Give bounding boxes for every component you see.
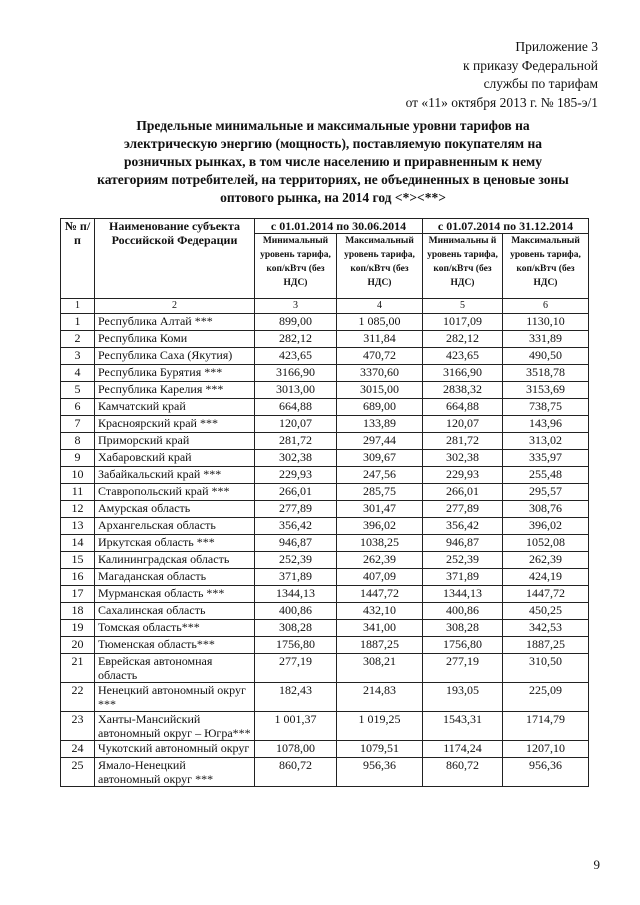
min-tariff-h2: 281,72 bbox=[423, 433, 503, 450]
appendix-reference bbox=[406, 38, 598, 112]
region-name: Хабаровский край bbox=[95, 450, 255, 467]
min-tariff-h1: 1078,00 bbox=[255, 741, 337, 758]
row-number: 7 bbox=[61, 416, 95, 433]
min-tariff-h1: 423,65 bbox=[255, 348, 337, 365]
max-tariff-h1: 214,83 bbox=[337, 683, 423, 712]
max-tariff-h2: 956,36 bbox=[503, 758, 589, 787]
column-index: 4 bbox=[337, 299, 423, 314]
max-tariff-h1: 432,10 bbox=[337, 603, 423, 620]
max-tariff-h1: 301,47 bbox=[337, 501, 423, 518]
period-1-header: с 01.01.2014 по 30.06.2014 bbox=[255, 219, 423, 234]
table-row bbox=[61, 569, 589, 586]
max-tariff-h1: 1079,51 bbox=[337, 741, 423, 758]
min-tariff-h2: 282,12 bbox=[423, 331, 503, 348]
min-tariff-h2: 400,86 bbox=[423, 603, 503, 620]
document-title bbox=[78, 117, 588, 207]
row-number: 19 bbox=[61, 620, 95, 637]
min-tariff-h2: 860,72 bbox=[423, 758, 503, 787]
table-row bbox=[61, 586, 589, 603]
max-tariff-h1: 689,00 bbox=[337, 399, 423, 416]
max-tariff-h2: 313,02 bbox=[503, 433, 589, 450]
max-tariff-h1: 407,09 bbox=[337, 569, 423, 586]
region-name: Республика Алтай *** bbox=[95, 314, 255, 331]
min-tariff-h1: 899,00 bbox=[255, 314, 337, 331]
max-tariff-h1: 247,56 bbox=[337, 467, 423, 484]
table-row bbox=[61, 683, 589, 712]
row-number: 4 bbox=[61, 365, 95, 382]
max-tariff-h2: 1447,72 bbox=[503, 586, 589, 603]
column-index: 1 bbox=[61, 299, 95, 314]
row-number: 8 bbox=[61, 433, 95, 450]
max-tariff-h2: 738,75 bbox=[503, 399, 589, 416]
max-tariff-h1: 297,44 bbox=[337, 433, 423, 450]
title-line: розничных рынках, в том числе населению и приравненным к нему bbox=[123, 154, 543, 169]
max-tariff-h1: 262,39 bbox=[337, 552, 423, 569]
region-name: Республика Саха (Якутия) bbox=[95, 348, 255, 365]
region-name: Приморский край bbox=[95, 433, 255, 450]
min-tariff-header-1: Минимальный уровень тарифа, коп/кВтч (без НДС) bbox=[255, 234, 337, 299]
col-number-header: № п/п bbox=[61, 219, 95, 299]
min-tariff-h1: 266,01 bbox=[255, 484, 337, 501]
table-row bbox=[61, 314, 589, 331]
max-tariff-h2: 1130,10 bbox=[503, 314, 589, 331]
table-row bbox=[61, 535, 589, 552]
table-row bbox=[61, 450, 589, 467]
min-tariff-h2: 252,39 bbox=[423, 552, 503, 569]
column-index: 5 bbox=[423, 299, 503, 314]
region-name: Сахалинская область bbox=[95, 603, 255, 620]
min-tariff-h1: 1 001,37 bbox=[255, 712, 337, 741]
max-tariff-h2: 255,48 bbox=[503, 467, 589, 484]
max-tariff-h2: 1887,25 bbox=[503, 637, 589, 654]
region-name: Архангельская область bbox=[95, 518, 255, 535]
table-row bbox=[61, 484, 589, 501]
max-tariff-h2: 308,76 bbox=[503, 501, 589, 518]
table-row bbox=[61, 416, 589, 433]
max-tariff-h1: 341,00 bbox=[337, 620, 423, 637]
min-tariff-h2: 1174,24 bbox=[423, 741, 503, 758]
min-tariff-h1: 120,07 bbox=[255, 416, 337, 433]
table-row bbox=[61, 365, 589, 382]
title-line: категориям потребителей, на территориях, не объединенных в ценовые зоны bbox=[97, 172, 569, 187]
min-tariff-h2: 302,38 bbox=[423, 450, 503, 467]
region-name: Республика Карелия *** bbox=[95, 382, 255, 399]
max-tariff-h2: 396,02 bbox=[503, 518, 589, 535]
max-tariff-h2: 3153,69 bbox=[503, 382, 589, 399]
table-row bbox=[61, 758, 589, 787]
row-number: 24 bbox=[61, 741, 95, 758]
min-tariff-h1: 3166,90 bbox=[255, 365, 337, 382]
min-tariff-h2: 229,93 bbox=[423, 467, 503, 484]
period-2-header: с 01.07.2014 по 31.12.2014 bbox=[423, 219, 589, 234]
row-number: 20 bbox=[61, 637, 95, 654]
column-index: 3 bbox=[255, 299, 337, 314]
row-number: 3 bbox=[61, 348, 95, 365]
col-region-header: Наименование субъекта Российской Федерации bbox=[95, 219, 255, 299]
max-tariff-h1: 1447,72 bbox=[337, 586, 423, 603]
min-tariff-h1: 277,89 bbox=[255, 501, 337, 518]
region-name: Ненецкий автономный округ *** bbox=[95, 683, 255, 712]
min-tariff-h2: 946,87 bbox=[423, 535, 503, 552]
row-number: 10 bbox=[61, 467, 95, 484]
appendix-line: службы по тарифам bbox=[483, 76, 598, 91]
max-tariff-h2: 450,25 bbox=[503, 603, 589, 620]
row-number: 9 bbox=[61, 450, 95, 467]
max-tariff-h1: 470,72 bbox=[337, 348, 423, 365]
row-number: 1 bbox=[61, 314, 95, 331]
region-name: Иркутская область *** bbox=[95, 535, 255, 552]
row-number: 15 bbox=[61, 552, 95, 569]
row-number: 14 bbox=[61, 535, 95, 552]
max-tariff-h2: 295,57 bbox=[503, 484, 589, 501]
region-name: Забайкальский край *** bbox=[95, 467, 255, 484]
table-row bbox=[61, 741, 589, 758]
row-number: 18 bbox=[61, 603, 95, 620]
appendix-line: от «11» октября 2013 г. № 185-э/1 bbox=[405, 94, 598, 110]
max-tariff-h1: 956,36 bbox=[337, 758, 423, 787]
table-body bbox=[61, 314, 589, 787]
max-tariff-h1: 3370,60 bbox=[337, 365, 423, 382]
max-tariff-h2: 1052,08 bbox=[503, 535, 589, 552]
region-name: Чукотский автономный округ bbox=[95, 741, 255, 758]
table-row bbox=[61, 654, 589, 683]
row-number: 11 bbox=[61, 484, 95, 501]
region-name: Ханты-Мансийский автономный округ – Югра*** bbox=[95, 712, 255, 741]
min-tariff-h2: 277,89 bbox=[423, 501, 503, 518]
min-tariff-h1: 664,88 bbox=[255, 399, 337, 416]
min-tariff-h1: 308,28 bbox=[255, 620, 337, 637]
min-tariff-h2: 193,05 bbox=[423, 683, 503, 712]
max-tariff-h1: 308,21 bbox=[337, 654, 423, 683]
table-row bbox=[61, 467, 589, 484]
table-row bbox=[61, 399, 589, 416]
table-row bbox=[61, 603, 589, 620]
table-row bbox=[61, 552, 589, 569]
min-tariff-h2: 1017,09 bbox=[423, 314, 503, 331]
min-tariff-h2: 120,07 bbox=[423, 416, 503, 433]
min-tariff-h2: 308,28 bbox=[423, 620, 503, 637]
row-number: 13 bbox=[61, 518, 95, 535]
min-tariff-h2: 266,01 bbox=[423, 484, 503, 501]
max-tariff-h1: 133,89 bbox=[337, 416, 423, 433]
max-tariff-h2: 342,53 bbox=[503, 620, 589, 637]
min-tariff-h2: 2838,32 bbox=[423, 382, 503, 399]
max-tariff-h2: 225,09 bbox=[503, 683, 589, 712]
min-tariff-h2: 1543,31 bbox=[423, 712, 503, 741]
max-tariff-h2: 424,19 bbox=[503, 569, 589, 586]
region-name: Республика Коми bbox=[95, 331, 255, 348]
max-tariff-h2: 1714,79 bbox=[503, 712, 589, 741]
region-name: Томская область*** bbox=[95, 620, 255, 637]
title-line: оптового рынка, на 2014 год <*><**> bbox=[220, 190, 446, 205]
max-tariff-h2: 143,96 bbox=[503, 416, 589, 433]
page-number: 9 bbox=[593, 857, 600, 872]
min-tariff-h2: 1756,80 bbox=[423, 637, 503, 654]
max-tariff-h1: 1038,25 bbox=[337, 535, 423, 552]
region-name: Еврейская автономная область bbox=[95, 654, 255, 683]
min-tariff-h1: 371,89 bbox=[255, 569, 337, 586]
min-tariff-h2: 371,89 bbox=[423, 569, 503, 586]
max-tariff-header-2: Максимальный уровень тарифа, коп/кВтч (без НДС) bbox=[503, 234, 589, 299]
table-row bbox=[61, 433, 589, 450]
column-index: 6 bbox=[503, 299, 589, 314]
min-tariff-h1: 356,42 bbox=[255, 518, 337, 535]
max-tariff-h2: 1207,10 bbox=[503, 741, 589, 758]
min-tariff-h1: 302,38 bbox=[255, 450, 337, 467]
max-tariff-h2: 3518,78 bbox=[503, 365, 589, 382]
min-tariff-h1: 1344,13 bbox=[255, 586, 337, 603]
table-row bbox=[61, 348, 589, 365]
min-tariff-h1: 229,93 bbox=[255, 467, 337, 484]
max-tariff-h1: 1 019,25 bbox=[337, 712, 423, 741]
row-number: 21 bbox=[61, 654, 95, 683]
max-tariff-h1: 309,67 bbox=[337, 450, 423, 467]
max-tariff-header-1: Максимальный уровень тарифа, коп/кВтч (без НДС) bbox=[337, 234, 423, 299]
min-tariff-h1: 281,72 bbox=[255, 433, 337, 450]
max-tariff-h2: 262,39 bbox=[503, 552, 589, 569]
region-name: Красноярский край *** bbox=[95, 416, 255, 433]
title-line: электрическую энергию (мощность), поставляемую покупателям на bbox=[123, 136, 543, 151]
max-tariff-h2: 490,50 bbox=[503, 348, 589, 365]
row-number: 5 bbox=[61, 382, 95, 399]
max-tariff-h2: 310,50 bbox=[503, 654, 589, 683]
row-number: 17 bbox=[61, 586, 95, 603]
min-tariff-h2: 3166,90 bbox=[423, 365, 503, 382]
min-tariff-h2: 356,42 bbox=[423, 518, 503, 535]
min-tariff-h2: 277,19 bbox=[423, 654, 503, 683]
column-index-row bbox=[61, 299, 589, 314]
max-tariff-h2: 331,89 bbox=[503, 331, 589, 348]
region-name: Тюменская область*** bbox=[95, 637, 255, 654]
min-tariff-h1: 252,39 bbox=[255, 552, 337, 569]
table-row bbox=[61, 331, 589, 348]
min-tariff-h2: 1344,13 bbox=[423, 586, 503, 603]
min-tariff-h1: 182,43 bbox=[255, 683, 337, 712]
tariff-table bbox=[60, 218, 589, 787]
min-tariff-header-2: Минимальны й уровень тарифа, коп/кВтч (без НДС) bbox=[423, 234, 503, 299]
row-number: 6 bbox=[61, 399, 95, 416]
max-tariff-h1: 1887,25 bbox=[337, 637, 423, 654]
appendix-line: к приказу Федеральной bbox=[463, 57, 598, 73]
region-name: Мурманская область *** bbox=[95, 586, 255, 603]
region-name: Калининградская область bbox=[95, 552, 255, 569]
max-tariff-h1: 285,75 bbox=[337, 484, 423, 501]
region-name: Камчатский край bbox=[95, 399, 255, 416]
min-tariff-h1: 946,87 bbox=[255, 535, 337, 552]
table-row bbox=[61, 637, 589, 654]
max-tariff-h1: 311,84 bbox=[337, 331, 423, 348]
table-row bbox=[61, 501, 589, 518]
table-row bbox=[61, 518, 589, 535]
appendix-line: Приложение 3 bbox=[515, 39, 598, 54]
column-index: 2 bbox=[95, 299, 255, 314]
max-tariff-h1: 3015,00 bbox=[337, 382, 423, 399]
max-tariff-h1: 1 085,00 bbox=[337, 314, 423, 331]
min-tariff-h1: 400,86 bbox=[255, 603, 337, 620]
max-tariff-h1: 396,02 bbox=[337, 518, 423, 535]
row-number: 25 bbox=[61, 758, 95, 787]
min-tariff-h1: 1756,80 bbox=[255, 637, 337, 654]
region-name: Амурская область bbox=[95, 501, 255, 518]
min-tariff-h2: 664,88 bbox=[423, 399, 503, 416]
max-tariff-h2: 335,97 bbox=[503, 450, 589, 467]
row-number: 23 bbox=[61, 712, 95, 741]
region-name: Магаданская область bbox=[95, 569, 255, 586]
region-name: Ямало-Ненецкий автономный округ *** bbox=[95, 758, 255, 787]
row-number: 12 bbox=[61, 501, 95, 518]
table-row bbox=[61, 620, 589, 637]
table-row bbox=[61, 712, 589, 741]
region-name: Ставропольский край *** bbox=[95, 484, 255, 501]
min-tariff-h2: 423,65 bbox=[423, 348, 503, 365]
row-number: 22 bbox=[61, 683, 95, 712]
table-row bbox=[61, 382, 589, 399]
row-number: 16 bbox=[61, 569, 95, 586]
row-number: 2 bbox=[61, 331, 95, 348]
min-tariff-h1: 3013,00 bbox=[255, 382, 337, 399]
region-name: Республика Бурятия *** bbox=[95, 365, 255, 382]
min-tariff-h1: 277,19 bbox=[255, 654, 337, 683]
min-tariff-h1: 282,12 bbox=[255, 331, 337, 348]
title-line: Предельные минимальные и максимальные уровни тарифов на bbox=[136, 118, 530, 133]
min-tariff-h1: 860,72 bbox=[255, 758, 337, 787]
